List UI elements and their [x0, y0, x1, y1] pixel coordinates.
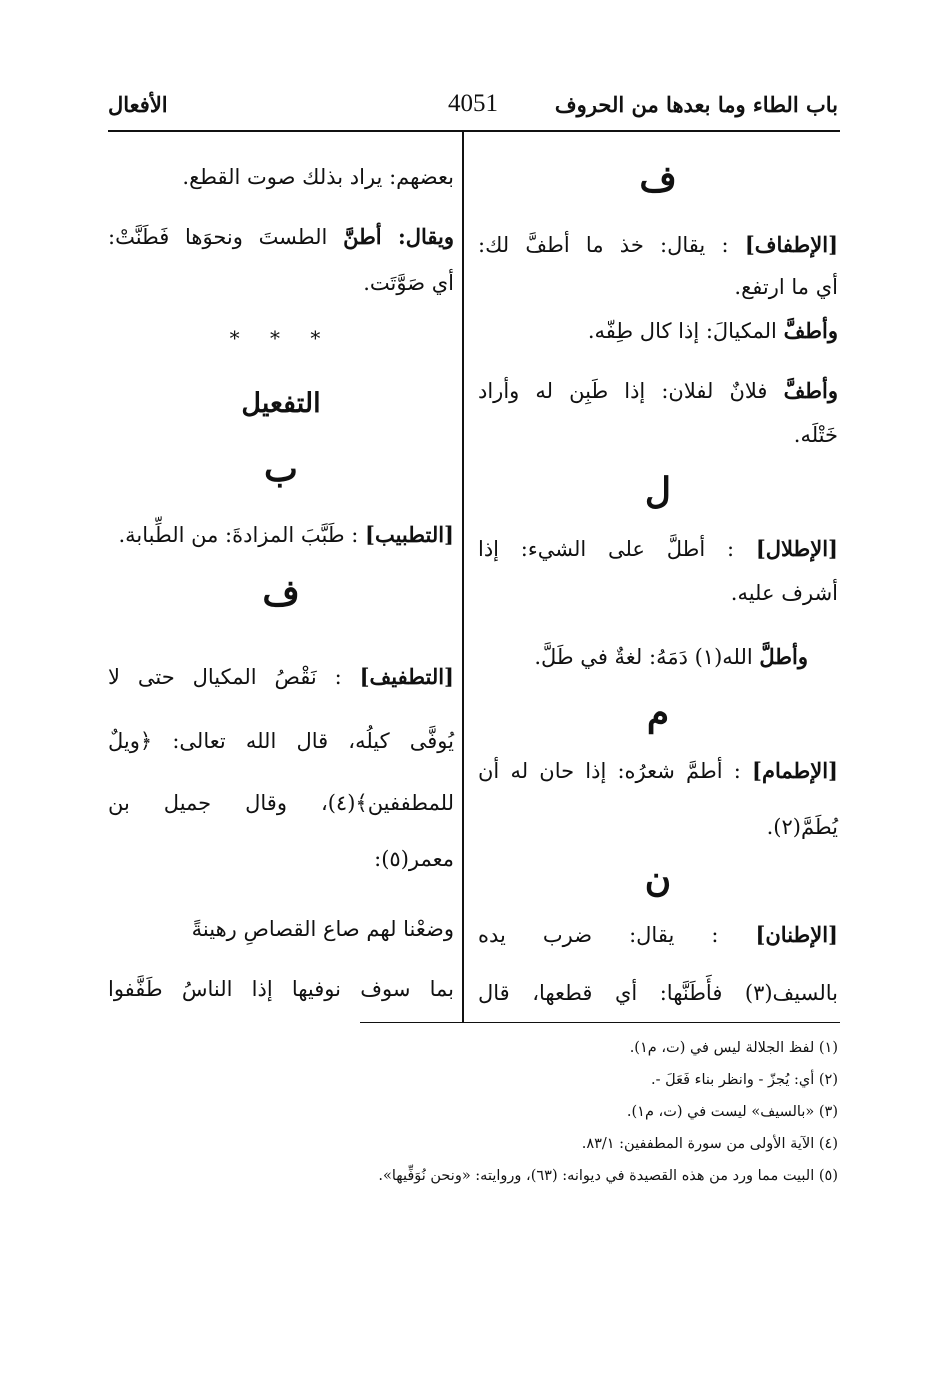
section-separator-stars: * * *	[229, 326, 333, 350]
letter-heading-mim: م	[646, 692, 670, 734]
entry-line: أي ما ارتفع.	[734, 275, 838, 299]
footnote: (٥) البيت مما ورد من هذه القصيدة في ديوانه: (٦٣)، وروايته: «ونحن نُوَفِّيها».	[378, 1168, 838, 1184]
entry-line: وأطفَّ المكيالَ: إذا كال طِفّه.	[587, 318, 838, 343]
column-divider	[462, 132, 464, 1022]
entry-line: أشرف عليه.	[730, 581, 838, 605]
letter-heading-lam: ل	[644, 470, 672, 512]
header-chapter-title: باب الطاء وما بعدها من الحروف	[554, 92, 838, 117]
entry-line: [التطبيب] : طَبَّبَ المزادةَ: من الطِّبابة.	[118, 522, 454, 547]
header-rule	[108, 130, 840, 132]
poem-verse: وضعْنا لهم صاع القصاصِ رهينةً	[191, 917, 454, 941]
letter-heading-fa: ف	[262, 572, 300, 614]
footnote: (١) لفظ الجلالة ليس في (ت، م١).	[629, 1040, 838, 1056]
entry-line: أي صَوَّتَت.	[363, 271, 454, 295]
entry-line: [الإطلال] : أطلَّ على الشيء: إذا	[478, 536, 838, 561]
page-number: 4051	[448, 90, 498, 117]
letter-heading-nun: ن	[644, 858, 672, 900]
letter-heading-ba: ب	[264, 448, 298, 490]
header-section-title: الأفعال	[108, 92, 168, 117]
entry-line: وأطفَّ فلانٌ لفلان: إذا طَبِن له وأراد	[478, 378, 838, 403]
footnote: (٢) أي: يُجزّ - وانظر بناء فَعَلَ -.	[651, 1072, 838, 1088]
section-title: التفعيل	[241, 388, 321, 419]
poem-verse: بما سوف نوفيها إذا الناسُ طَفَّفوا	[108, 977, 454, 1001]
footnote: (٣) «بالسيف» ليست في (ت، م١).	[626, 1104, 838, 1120]
entry-line: بالسيف(٣) فأَطَنَّها: أي قطعها، قال	[478, 981, 838, 1005]
entry-line: [الإطنان] : يقال: ضرب يده	[478, 922, 838, 947]
entry-line: يُطَمَّ(٢).	[766, 815, 838, 839]
entry-line: بعضهم: يراد بذلك صوت القطع.	[182, 165, 454, 189]
entry-line: يُوفَّى كيلُه، قال الله تعالى: ﴿ويلٌ	[108, 729, 454, 753]
letter-heading-fa: ف	[639, 158, 677, 200]
entry-line: [الإطمام] : أطمَّ شعرُه: إذا حان له أن	[478, 758, 838, 783]
footnote: (٤) الآية الأولى من سورة المطففين: ٨٣/١.	[581, 1136, 838, 1152]
entry-line: خَتْلَه.	[793, 423, 838, 447]
entry-line: ويقال: أطنَّ الطستَ ونحوَها فَطَنَّتْ:	[108, 224, 454, 249]
entry-line: [التطفيف] : نَقْصُ المكيال حتى لا	[108, 664, 454, 689]
entry-line: معمر(٥):	[374, 847, 454, 871]
entry-line: للمطففين﴾(٤)، وقال جميل بن	[108, 791, 454, 815]
footnote-rule	[360, 1022, 840, 1023]
entry-line: [الإطفاف] : يقال: خذ ما أطفَّ لك:	[478, 232, 838, 257]
entry-line: وأطلَّ الله(١) دَمَهُ: لغةٌ في طَلَّ.	[534, 644, 808, 669]
